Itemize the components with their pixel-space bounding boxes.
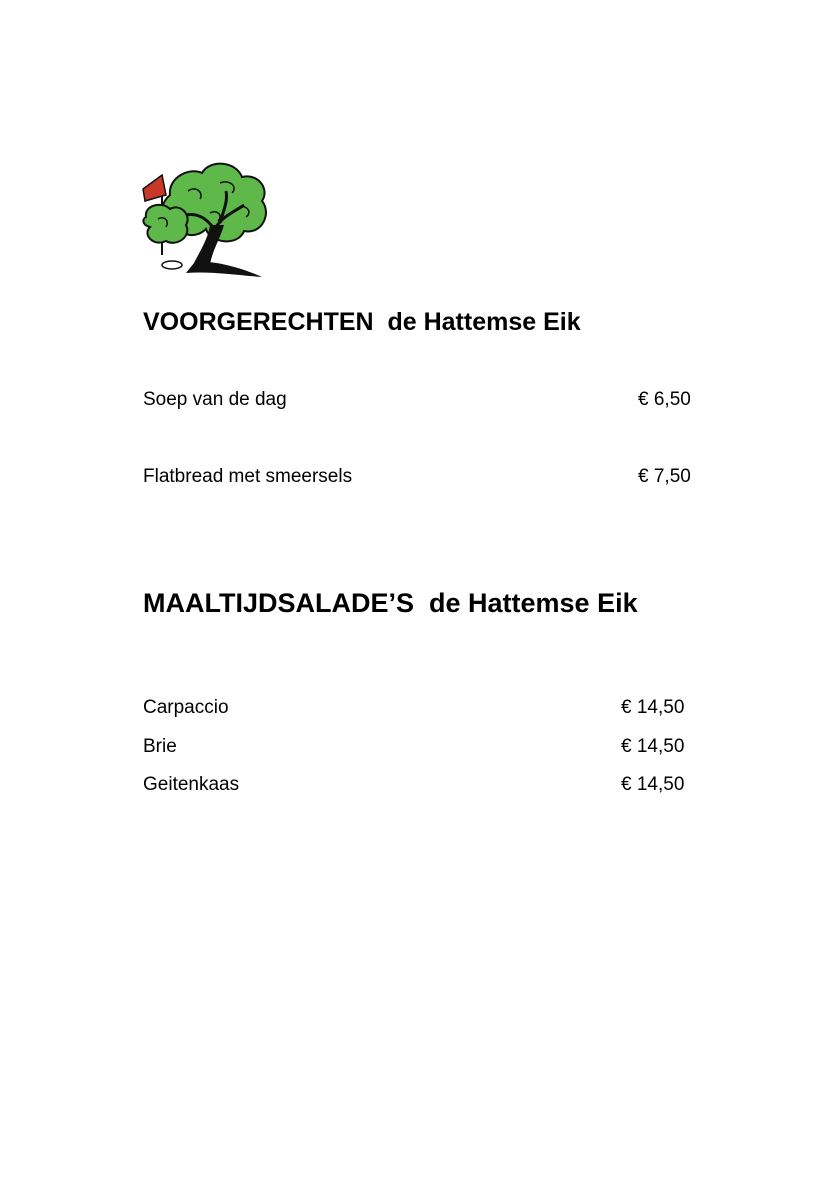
menu-item-name: Soep van de dag <box>143 389 287 410</box>
menu-item-name: Flatbread met smeersels <box>143 466 353 487</box>
menu-item-name: Brie <box>143 736 177 757</box>
section-heading-maaltijdsalades: MAALTIJDSALADE’S de Hattemse Eik <box>143 588 638 618</box>
menu-item-price: € 14,50 <box>621 736 685 757</box>
oak-tree-logo-icon <box>140 155 272 280</box>
menu-item-price: € 6,50 <box>638 389 691 410</box>
menu-item-name: Geitenkaas <box>143 774 240 795</box>
menu-item-name: Carpaccio <box>143 697 229 718</box>
menu-item-price: € 14,50 <box>621 697 685 718</box>
menu-item-price: € 7,50 <box>638 466 691 487</box>
menu-item-price: € 14,50 <box>621 774 685 795</box>
section-heading-voorgerechten: VOORGERECHTEN de Hattemse Eik <box>143 308 581 336</box>
